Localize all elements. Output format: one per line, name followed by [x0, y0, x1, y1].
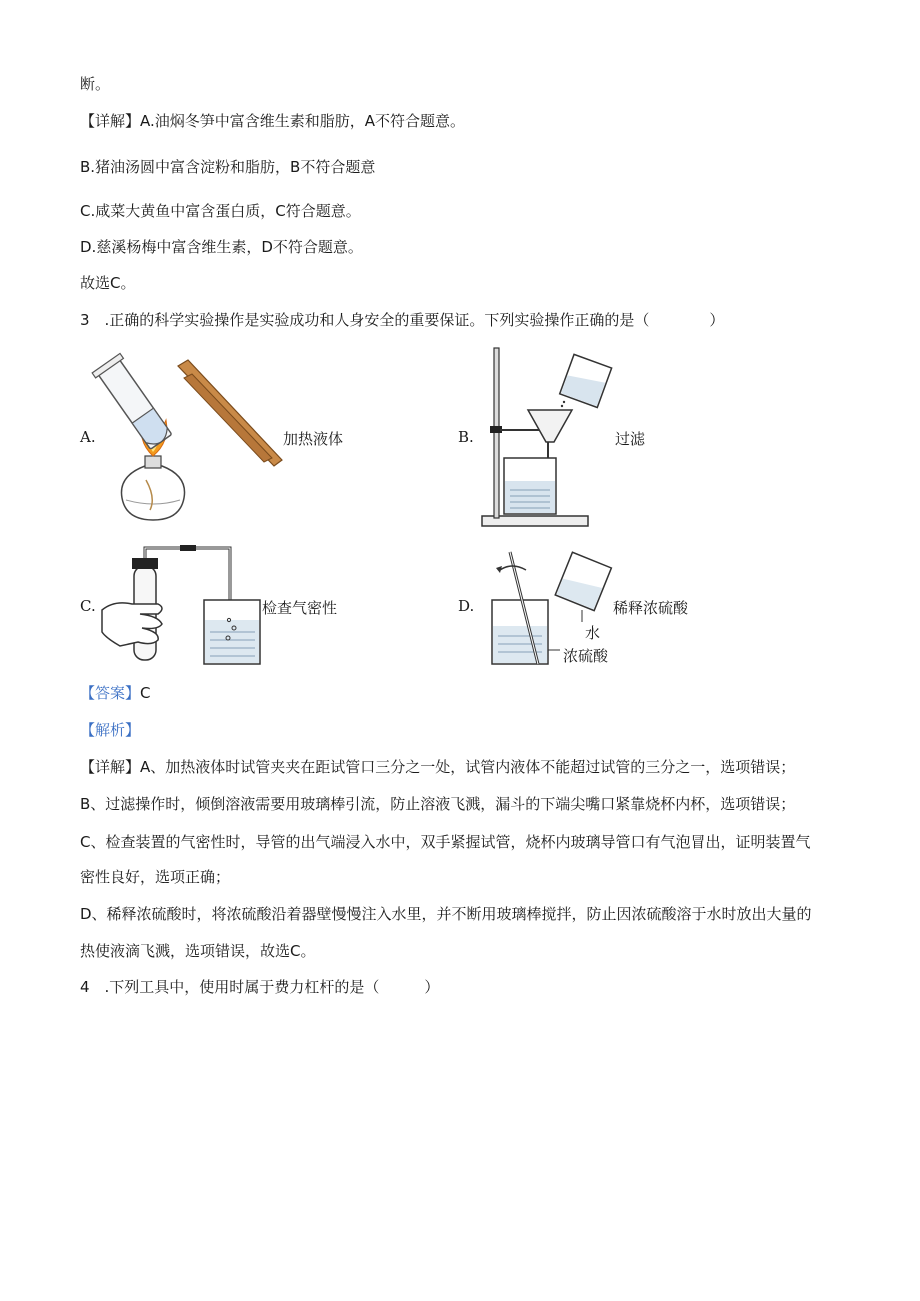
text-line-2 [80, 111, 465, 131]
question-4: 4 .下列工具中，使用时属于费力杠杆的是（ ） [80, 978, 440, 996]
airtightness-illustration [100, 542, 270, 668]
label-concentrated-acid: 浓硫酸 [563, 647, 609, 665]
answer-line [80, 683, 151, 703]
detail-tag: 【详解】 [80, 112, 141, 130]
detail-a: A.油焖冬笋中富含维生素和脂肪，A不符合题意。 [140, 112, 466, 130]
option-c-caption: 检查气密性 [262, 599, 338, 617]
explanation-b: B、过滤操作时，倾倒溶液需要用玻璃棒引流，防止溶液飞溅，漏斗的下端尖嘴口紧靠烧杯内杯，选项错误； [80, 795, 796, 813]
explanation-c1: C、检查装置的气密性时，导管的出气端浸入水中，双手紧握试管，烧杯内玻璃导管口有气泡冒出，证明装置气 [80, 833, 811, 851]
explanation-tag: 【详解】 [80, 758, 141, 776]
filtration-illustration [478, 346, 618, 530]
option-b-caption: 过滤 [615, 430, 646, 448]
option-b-letter: B. [458, 428, 474, 446]
text-line-6: 故选C。 [80, 274, 136, 292]
text-line-1: 断。 [80, 75, 111, 93]
explanation-c2: 密性良好，选项正确； [80, 868, 231, 886]
explanation-a: A、加热液体时试管夹夹在距试管口三分之一处，试管内液体不能超过试管的三分之一，选项错误； [140, 758, 796, 776]
answer-value: C [140, 684, 151, 702]
option-d-letter: D. [458, 597, 475, 615]
text-line-3: B.猪油汤圆中富含淀粉和脂肪，B不符合题意 [80, 158, 376, 176]
analysis-tag: 【解析】 [80, 721, 141, 739]
option-a-letter: A. [80, 428, 96, 446]
option-c-letter: C. [80, 597, 96, 615]
question-3: 3 .正确的科学实验操作是实验成功和人身安全的重要保证。下列实验操作正确的是（ ） [80, 311, 725, 329]
label-water: 水 [585, 624, 601, 642]
text-line-5: D.慈溪杨梅中富含维生素，D不符合题意。 [80, 238, 363, 256]
explanation-d1: D、稀释浓硫酸时，将浓硫酸沿着器壁慢慢注入水里，并不断用玻璃棒搅拌，防止因浓硫酸溶于水时放出大量的 [80, 905, 812, 923]
text-line-4: C.咸菜大黄鱼中富含蛋白质，C符合题意。 [80, 202, 361, 220]
answer-tag: 【答案】 [80, 684, 141, 702]
explanation-a-line [80, 757, 795, 777]
option-d-caption: 稀释浓硫酸 [613, 599, 689, 617]
option-a-caption: 加热液体 [283, 430, 344, 448]
explanation-d2: 热使液滴飞溅，选项错误，故选C。 [80, 942, 316, 960]
